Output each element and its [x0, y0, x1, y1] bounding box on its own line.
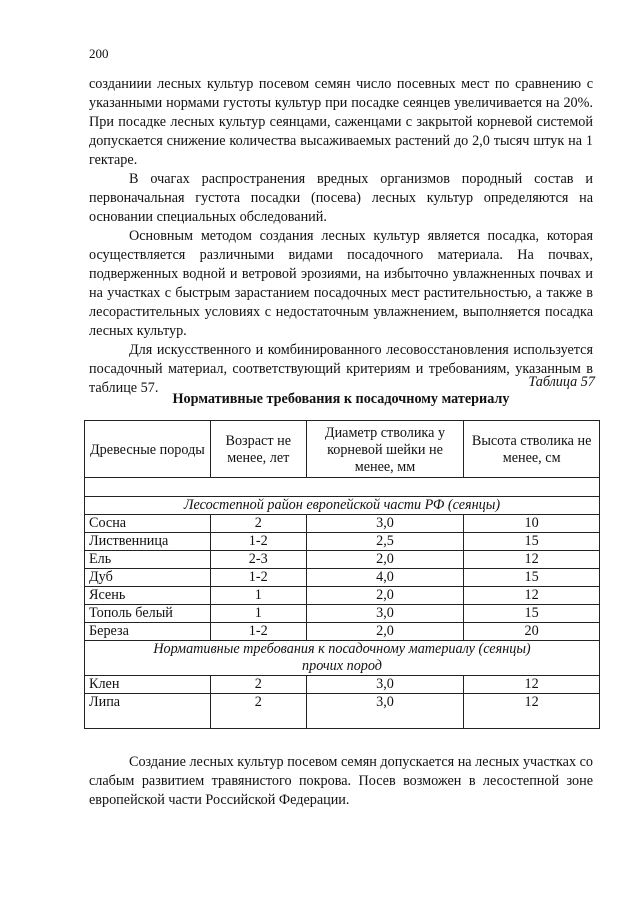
cell-species: Клен	[85, 676, 211, 694]
cell-species: Липа	[85, 694, 211, 729]
cell-species: Ясень	[85, 587, 211, 605]
paragraph: Создание лесных культур посевом семян допускается на лесных участках со слабым развитием травянистого покрова. Посев возможен в лесостепной зоне европейской части Российской Федерации.	[89, 754, 593, 808]
cell-age: 2	[210, 515, 306, 533]
header-species: Древесные породы	[85, 421, 211, 478]
paragraph: В очагах распространения вредных организмов породный состав и первоначальная густота посадки (посева) лесных культур определяются на основании специальных обследований.	[89, 171, 593, 225]
paragraph: Основным методом создания лесных культур является посадка, которая осуществляется различными видами посадочного материала. На почвах, подверженных водной и ветровой эрозиями, на избыточно увлажненных почвах и на участках с быстрым зарастанием посадочных мест растительностью, а также в лесорастительных условиях с недостаточным увлажнением, выполняется посадка лесных культур.	[89, 228, 593, 339]
cell-height: 12	[464, 694, 600, 729]
cell-height: 12	[464, 551, 600, 569]
header-diameter: Диаметр стволика у корневой шейки не менее, мм	[306, 421, 464, 478]
table-row	[85, 515, 600, 533]
table-blank-row	[85, 478, 600, 497]
cell-age: 1	[210, 587, 306, 605]
section-row	[85, 497, 600, 515]
section-title: Лесостепной район европейской части РФ (сеянцы)	[85, 497, 600, 515]
table-header-row	[85, 421, 600, 478]
table-caption: Таблица 57	[528, 374, 595, 390]
section-row	[85, 641, 600, 676]
cell-diameter: 3,0	[306, 515, 464, 533]
cell-species: Сосна	[85, 515, 211, 533]
cell-height: 10	[464, 515, 600, 533]
paragraph: созданиии лесных культур посевом семян число посевных мест по сравнению с указанными нормами густоты культур при посадке сеянцев увеличивается на 20%. При посадке лесных культур сеянцами, саженцами с закрытой корневой системой допускается снижение количества высаживаемых растений до 2,0 тысяч штук на 1 гектаре.	[89, 76, 593, 168]
header-age: Возраст не менее, лет	[210, 421, 306, 478]
cell-species: Ель	[85, 551, 211, 569]
cell-age: 1	[210, 605, 306, 623]
cell-age: 1-2	[210, 623, 306, 641]
body-text-bottom	[89, 753, 593, 810]
planting-material-table	[84, 420, 600, 729]
cell-age: 2	[210, 676, 306, 694]
cell-diameter: 2,0	[306, 551, 464, 569]
cell-age: 1-2	[210, 569, 306, 587]
table-row	[85, 605, 600, 623]
table-row	[85, 551, 600, 569]
cell-diameter: 3,0	[306, 676, 464, 694]
table-row	[85, 694, 600, 729]
table-row	[85, 676, 600, 694]
table-row	[85, 587, 600, 605]
cell-diameter: 3,0	[306, 694, 464, 729]
cell-diameter: 3,0	[306, 605, 464, 623]
table-row	[85, 533, 600, 551]
cell-height: 15	[464, 605, 600, 623]
cell-height: 15	[464, 533, 600, 551]
cell-age: 2-3	[210, 551, 306, 569]
cell-height: 12	[464, 676, 600, 694]
cell-species: Тополь белый	[85, 605, 211, 623]
cell-height: 15	[464, 569, 600, 587]
table-row	[85, 569, 600, 587]
cell-diameter: 2,5	[306, 533, 464, 551]
cell-height: 20	[464, 623, 600, 641]
cell-height: 12	[464, 587, 600, 605]
table-row	[85, 623, 600, 641]
header-height: Высота стволика не менее, см	[464, 421, 600, 478]
paragraph: Для искусственного и комбинированного лесовосстановления используется посадочный материал, соответствующий критериям и требованиям, указанным в таблице 57.	[89, 342, 593, 396]
cell-species: Лиственница	[85, 533, 211, 551]
cell-diameter: 4,0	[306, 569, 464, 587]
cell-diameter: 2,0	[306, 587, 464, 605]
section-title	[85, 641, 600, 676]
cell-diameter: 2,0	[306, 623, 464, 641]
cell-age: 1-2	[210, 533, 306, 551]
table-title: Нормативные требования к посадочному материалу	[172, 391, 510, 407]
body-text-top	[89, 75, 593, 398]
section-title-line: Нормативные требования к посадочному материалу (сеянцы)	[153, 641, 531, 657]
cell-species: Дуб	[85, 569, 211, 587]
cell-age: 2	[210, 694, 306, 729]
cell-species: Береза	[85, 623, 211, 641]
section-title-line: прочих пород	[302, 658, 382, 674]
page-number: 200	[89, 46, 109, 61]
